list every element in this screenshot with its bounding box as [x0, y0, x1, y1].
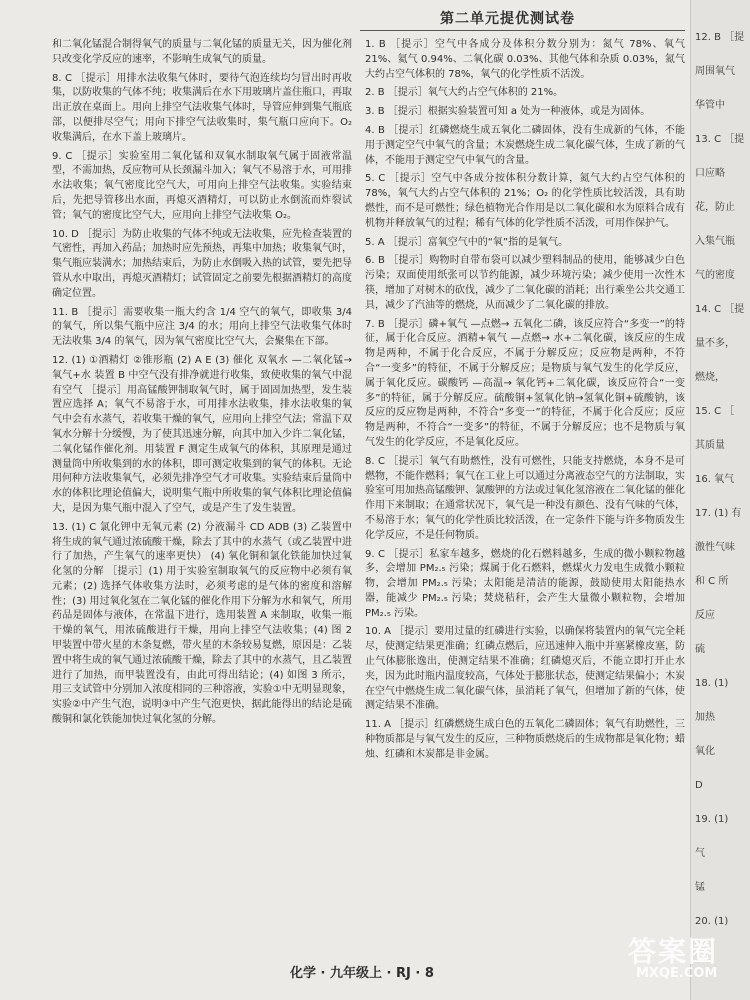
- answer-paragraph: 5. A ［提示］富氧空气中的“氧”指的是氧气。: [365, 236, 569, 248]
- answer-paragraph: 11. A ［提示］红磷燃烧生成白色的五氧化二磷固体；氧气有助燃性，三种物质都是与氧气发生的反应，三种物质燃烧后的生成物都是氧化物；蜡烛、红磷和木炭都是非金属。: [365, 719, 685, 760]
- answer-paragraph: 13. (1) C 氯化钾中无氧元素 (2) 分液漏斗 CD ADB (3) 乙装置中将生成的氧气通过浓硫酸干燥，除去了其中的水蒸气（或乙装置中进行了加热，产生氧气的速率更快） (4) 氧化铜和氯化铁能加快过氧化氢的分解 ［提示］(1) 用于实验室制取氧气的反应物中必须有氧元素；(2) 选择气体收集方法时，必须考虑的是气体的密度和溶解性；(3) 用过氧化氢在二氧化锰的催化作用下分解为水和氧气，所用药品是固体与液体，在常温下进行，选用装置 A 来制取，收集一瓶干燥的氧气，用浓硫酸进行干燥，用向上排空气法收集；(4) 图 2 甲装置中带火星的木条复燃，带火星的木条较易复燃，原因是：乙装置中将生成的氧气通过浓硫酸干燥，除去了其中的水蒸气，且乙装置进行了加热，而甲装置没有，由此可得出结论；(4) 如图 3 所示，用三支试管中分别加入浓度相同的三种溶液，实验①中无明显现象，实验②中产生气泡，说明③中产生气泡更快，据此能得出的结论是硫酸铜和氯化铁能加快过氧化氢的分解。: [52, 521, 352, 726]
- answer-paragraph: 和二氧化锰混合制得氧气的质量与二氧化锰的质量无关，因为催化剂只改变化学反应的速率，不影响生成氧气的质量。: [52, 39, 352, 65]
- edge-text-line: 锰: [695, 882, 705, 893]
- answer-paragraph: 9. C ［提示］实验室用二氧化锰和双氧水制取氧气属于固液常温型，不需加热，反应物可从长颈漏斗加入；氧气不易溶于水，可用排水法收集；氧气密度比空气大，可用向上排空气法收集。实验结束后，先把导管移出水面，再熄灭酒精灯，可以防止水倒流而炸裂试管；氧气的密度比空气大，应用向上排空气法收集 O₂。: [52, 150, 352, 221]
- answer-paragraph: 8. C ［提示］氧气有助燃性，没有可燃性，只能支持燃烧，本身不是可燃物，不能作燃料；氧气在工业上可以通过分离液态空气的方法制取，实验室可用加热高锰酸钾、氯酸钾的方法或过氧化氢溶液在二氧化锰的催化作用下来制取；在通常状况下，氧气是一种没有颜色、没有气味的气体，不易溶于水；氧气的化学性质比较活泼，在一定条件下能与许多物质发生化学反应，不是任何物质。: [365, 455, 685, 541]
- edge-text-line: 14. C ［提: [695, 304, 745, 315]
- edge-text-line: 17. (1) 有: [695, 508, 742, 519]
- section-title: 第二单元提优测试卷: [440, 11, 575, 27]
- answer-paragraph: 11. B ［提示］需要收集一瓶大约含 1/4 空气的氧气，即收集 3/4 的氧气，所以集气瓶中应注 3/4 的水；用向上排空气法收集气体时无法收集 3/4 的氧气，因为氧气密度比空气大，会聚集在下部。: [52, 306, 352, 348]
- site-watermark: [618, 930, 738, 990]
- edge-text-line: 16. 氧气: [695, 474, 735, 485]
- edge-text-line: D: [695, 780, 703, 791]
- watermark-url: MXQE.COM: [636, 966, 718, 981]
- edge-text-line: 周围氧气: [695, 66, 735, 77]
- edge-text-line: 反应: [695, 610, 715, 621]
- answer-paragraph: 6. B ［提示］购物时自带布袋可以减少塑料制品的使用，能够减少白色污染；双面使用纸张可以节约能源，减少环境污染；减少使用一次性木筷，增加了对树木的砍伐，减少了二氧化碳的消耗；出行乘坐公共交通工具，减少了汽油等的燃烧，从而减少了二氧化碳的排放。: [365, 255, 685, 311]
- edge-text-line: 燃烧，: [695, 372, 725, 383]
- header-divider: [360, 30, 685, 31]
- adjacent-page-edge: [690, 0, 750, 1000]
- answer-paragraph: 5. C ［提示］空气中各成分按体积分数计算，氮气大约占空气体积的 78%，氧气大约占空气体积的 21%；O₂ 的化学性质比较活泼，具有助燃性，而不是可燃性；绿色植物光合作用是以二氧化碳和水为原料合成有机物并释放氧气的过程；稀有气体的化学性质不活泼，可用作保护气。: [365, 173, 685, 229]
- edge-text-line: 入集气瓶: [695, 236, 735, 247]
- edge-text-line: 和 C 所: [695, 576, 729, 587]
- answer-paragraph: 8. C ［提示］用排水法收集气体时，要待气泡连续均匀冒出时再收集，以防收集的气体不纯；收集满后在水下用玻璃片盖住瓶口，再取出正放在桌面上。用向上排空气法收集气体时，导管应伸到集气瓶底部，以便排尽空气；用向下排空气法收集时，集气瓶口应向下。O₂ 收集满后，在水下盖上玻璃片。: [52, 72, 352, 143]
- answer-paragraph: 9. C ［提示］私家车越多，燃烧的化石燃料越多，生成的微小颗粒物越多，会增加 PM₂.₅ 污染；煤属于化石燃料，燃煤火力发电生成微小颗粒物，会增加 PM₂.₅ 污染；太阳能是清洁的能源，鼓励使用太阳能热水器，能减少 PM₂.₅ 污染；焚烧秸秆，会产生大量微小颗粒物，会增加 PM₂.₅ 污染。: [365, 548, 685, 619]
- edge-text-line: 19. (1): [695, 814, 729, 825]
- answer-paragraph: 2. B ［提示］氧气大约占空气体积的 21%。: [365, 87, 564, 99]
- edge-text-line: 花，防止: [695, 202, 735, 213]
- answer-paragraph: 4. B ［提示］红磷燃烧生成五氧化二磷固体，没有生成新的气体，不能用于测定空气中氧气的含量；木炭燃烧生成二氧化碳气体，生成了新的气体，不能用于测定空气中氧气的含量。: [365, 124, 685, 166]
- answer-paragraph: 7. B ［提示］磷+氧气 —点燃→ 五氧化二磷，该反应符合“多变一”的特征，属于化合反应。酒精+氧气 —点燃→ 水+二氧化碳，该反应的生成物是两种，不属于化合反应，不属于分解反应；反应物是两种，不符合“一变多”的特征，不属于分解反应；是物质与氧气发生的化学反应，属于氧化反应。碳酸钙 —高温→ 氧化钙+二氧化碳，该反应符合“一变多”的特征，属于分解反应。硫酸铜+氢氧化钠→氢氧化铜+硫酸钠，该反应的反应物是两种，不符合“多变一”的特征，不属于化合反应；反应物是两种，不符合“一变多”的特征，不属于分解反应；也不是物质与氧气发生的化学反应，不是氧化反应。: [365, 318, 685, 448]
- edge-text-line: 气的密度: [695, 270, 735, 281]
- watermark-logo: 答案圈: [628, 935, 719, 968]
- edge-text-line: 18. (1): [695, 678, 729, 689]
- answer-paragraph: 10. D ［提示］为防止收集的气体不纯或无法收集，应先检查装置的气密性，再加入药品；加热时应先预热，再集中加热；收集氧气时，集气瓶应装满水；加热结束后，为防止水倒吸入热的试管，要先把导管从水中取出，再熄灭酒精灯；试管固定之前要先根据酒精灯的高度确定位置。: [52, 228, 352, 299]
- edge-text-line: 硫: [695, 644, 705, 655]
- edge-text-line: 13. C ［提: [695, 134, 745, 145]
- edge-text-line: 15. C ［: [695, 406, 735, 417]
- edge-text-line: 12. B ［提: [695, 32, 745, 43]
- answer-paragraph: 12. (1) ①酒精灯 ②锥形瓶 (2) A E (3) 催化 双氧水 —二氧化锰→ 氧气+水 装置 B 中空气没有排净就进行收集，致使收集的氧气中混有空气 ［提示］用高锰酸钾制取氧气时，属于固固加热型，发生装置应选择 A；氧气不易溶于水，可用排水法收集，排水法收集的氧气中会有水蒸气，若收集干燥的氧气，应用向上排空气法；常温下双氧水分解十分缓慢，为了使其迅速分解，向其中加入少许二氧化锰，二氧化锰作催化剂。用装置 F 测定生成氧气的体积，其原理是通过测量筒中所收集到的水的体积，即可测定收集到的氧气的体积。无论用何种方法收集氧气，必须先排净空气才可收集。实验结束后量筒中水的体积比理论值偏大，说明集气瓶中所收集的氧气体积比理论值偏大，是因为集气瓶中混入了空气，或是产生了发生装置。: [52, 354, 352, 514]
- edge-text-line: 口应略: [695, 168, 725, 179]
- edge-text-line: 量不多，: [695, 338, 735, 349]
- edge-text-line: 气: [695, 848, 705, 859]
- edge-text-line: 华管中: [695, 100, 725, 111]
- page-footer: 化学 · 九年级上 · RJ · 8: [290, 966, 434, 981]
- edge-text-line: 加热: [695, 712, 715, 723]
- right-answer-column: [365, 38, 685, 958]
- edge-text-line: 其质量: [695, 440, 725, 451]
- edge-text-line: 20. (1): [695, 916, 729, 927]
- answer-paragraph: 1. B ［提示］空气中各成分及体积分数分别为：氮气 78%、氧气 21%、氦气 0.94%、二氧化碳 0.03%、其他气体和杂质 0.03%，氮气大约占空气体积的 78%，氧气的化学性质不活泼。: [365, 39, 685, 80]
- edge-text-line: 氧化: [695, 746, 715, 757]
- edge-text-line: 激性气味: [695, 542, 735, 553]
- left-answer-column: [52, 38, 352, 948]
- answer-paragraph: 3. B ［提示］根据实验装置可知 a 处为一种液体，或是为固体。: [365, 106, 651, 118]
- answer-paragraph: 10. A ［提示］要用过量的红磷进行实验，以确保将装置内的氧气完全耗尽，使测定结果更准确；红磷点燃后，应迅速伸入瓶中并塞紧橡皮塞，防止气体膨胀逸出，使测定结果不准确；红磷熄灭后，不能立即打开止水夹，因为此时瓶内温度较高，气体处于膨胀状态，使测定结果偏小；木炭在空气中燃烧生成二氧化碳气体，虽消耗了氧气，但增加了新的气体，使测定结果不准确。: [365, 626, 685, 712]
